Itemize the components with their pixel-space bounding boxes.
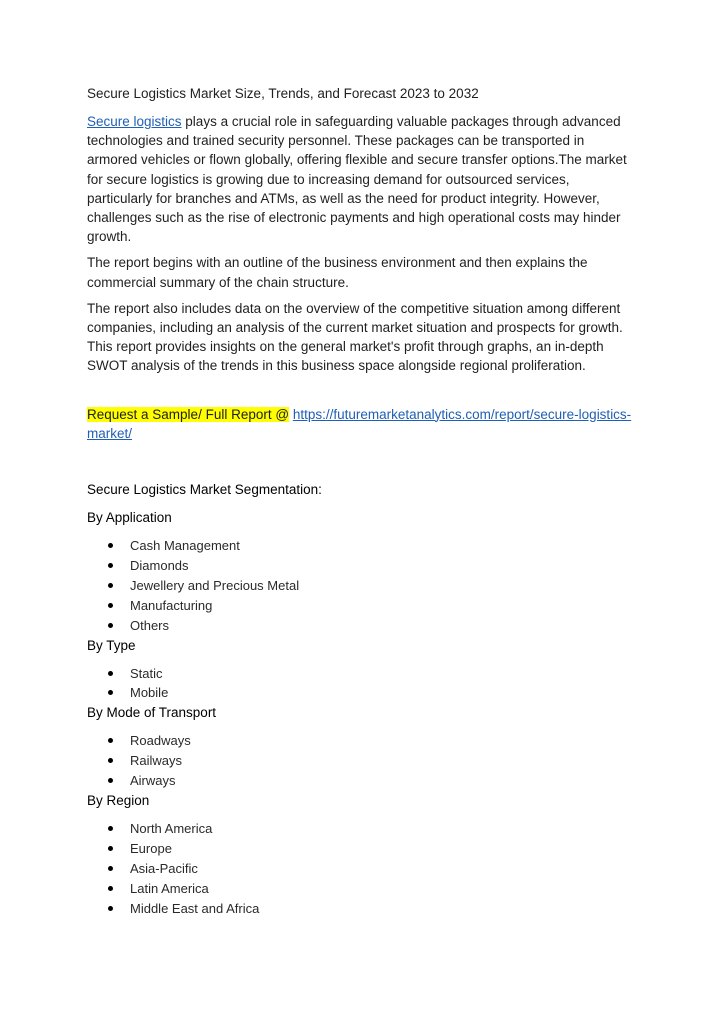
- document-title: Secure Logistics Market Size, Trends, and Forecast 2023 to 2032: [87, 86, 479, 101]
- intro-text: plays a crucial role in safeguarding valuable packages through advanced technologies and trained security personnel. These packages can be transported in armored vehicles or flown globally, offering flexible and secure transfer options.The market for secure logistics is growing due to increasing demand for outsourced services, particularly for branches and ATMs, as well as the need for product integrity. However, challenges such as the rise of electronic payments and high operational costs may hinder growth.: [87, 114, 627, 245]
- request-sample-label: Request a Sample/ Full Report @: [87, 406, 290, 422]
- segment-group-type: [87, 636, 635, 704]
- segments-container: [87, 508, 635, 919]
- list-item-label: Europe: [130, 841, 172, 857]
- list-item-label: Middle East and Africa: [130, 900, 260, 916]
- bullet-icon: [108, 563, 113, 568]
- request-sample-line: [87, 405, 635, 443]
- bullet-icon: [108, 738, 113, 743]
- list-item: [108, 576, 635, 596]
- bullet-icon: [108, 671, 113, 676]
- bullet-icon: [108, 866, 113, 871]
- list-item-label: Mobile: [130, 685, 169, 701]
- secure-logistics-link[interactable]: Secure logistics: [87, 114, 182, 129]
- list-item-label: Jewellery and Precious Metal: [130, 577, 300, 593]
- segmentation-title: Secure Logistics Market Segmentation:: [87, 482, 322, 498]
- list-item-label: Asia-Pacific: [130, 860, 198, 876]
- segment-group-transport: [87, 703, 635, 791]
- bullet-icon: [108, 826, 113, 831]
- bullet-icon: [108, 758, 113, 763]
- list-item-label: Others: [130, 617, 170, 633]
- segment-list: [87, 819, 635, 919]
- list-item: [108, 683, 635, 703]
- bullet-icon: [108, 543, 113, 548]
- list-item-label: Railways: [130, 753, 183, 769]
- segment-list: [87, 536, 635, 636]
- bullet-icon: [108, 906, 113, 911]
- list-item-label: North America: [130, 821, 213, 837]
- list-item-label: Cash Management: [130, 538, 240, 554]
- paragraph-competitive-overview: The report also includes data on the overview of the competitive situation among different companies, including an analysis of the current market situation and prospects for growth. This report provides insights on the general market's profit through graphs, an in-depth SWOT analysis of the trends in this business space alongside regional proliferation.: [87, 300, 623, 374]
- bullet-icon: [108, 846, 113, 851]
- bullet-icon: [108, 690, 113, 695]
- bullet-icon: [108, 603, 113, 608]
- list-item-label: Static: [130, 665, 163, 681]
- list-item: [108, 596, 635, 616]
- bullet-icon: [108, 623, 113, 628]
- segment-list: [87, 731, 635, 791]
- bullet-icon: [108, 778, 113, 783]
- list-item: [108, 819, 635, 839]
- bullet-icon: [108, 886, 113, 891]
- list-item-label: Manufacturing: [130, 597, 213, 613]
- list-item-label: Roadways: [130, 733, 191, 749]
- list-item: [108, 859, 635, 879]
- segment-heading: By Type: [87, 637, 136, 653]
- list-item: [108, 556, 635, 576]
- segment-heading: By Region: [87, 793, 150, 809]
- list-item: [108, 664, 635, 684]
- segment-group-application: [87, 508, 635, 636]
- paragraph-business-environment: The report begins with an outline of the business environment and then explains the commercial summary of the chain structure.: [87, 255, 588, 290]
- segment-list: [87, 664, 635, 704]
- list-item-label: Latin America: [130, 880, 209, 896]
- list-item: [108, 616, 635, 636]
- list-item: [108, 731, 635, 751]
- bullet-icon: [108, 583, 113, 588]
- report-url-link[interactable]: https://futuremarketanalytics.com/report/secure-logistics-market/: [87, 406, 632, 441]
- list-item-label: Airways: [130, 773, 176, 789]
- list-item: [108, 899, 635, 919]
- intro-paragraph: [87, 112, 635, 246]
- list-item-label: Diamonds: [130, 557, 189, 573]
- list-item: [108, 536, 635, 556]
- document-page: [87, 84, 635, 919]
- segment-heading: By Mode of Transport: [87, 705, 217, 721]
- segment-heading: By Application: [87, 510, 172, 526]
- list-item: [108, 771, 635, 791]
- list-item: [108, 879, 635, 899]
- segment-group-region: [87, 791, 635, 919]
- list-item: [108, 839, 635, 859]
- list-item: [108, 751, 635, 771]
